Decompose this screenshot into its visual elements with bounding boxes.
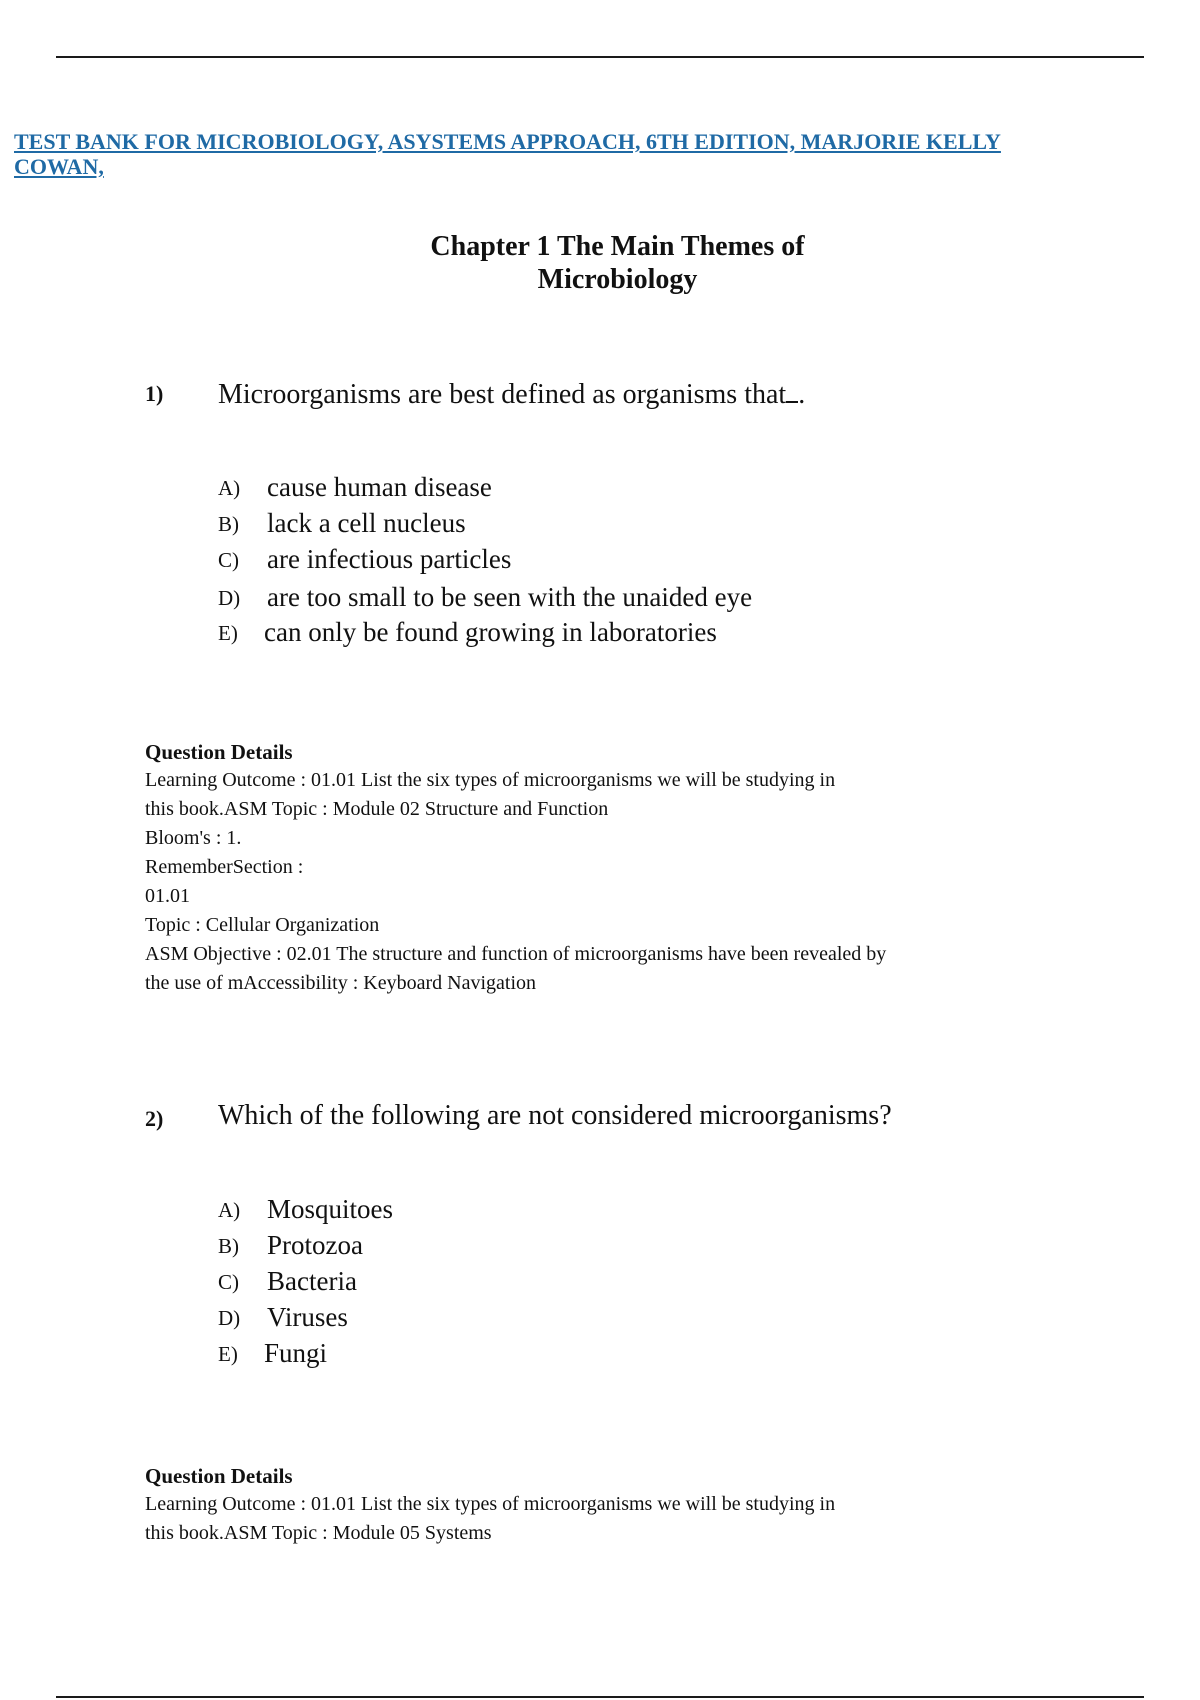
- option-text: are infectious particles: [267, 544, 512, 574]
- option-letter: E): [218, 1342, 238, 1366]
- option-letter: B): [218, 1234, 239, 1258]
- details-line: Topic : Cellular Organization: [145, 914, 380, 936]
- question-text: Which of the following are not considered microorganisms?: [218, 1100, 892, 1131]
- top-rule: [56, 56, 1144, 58]
- option-text: cause human disease: [267, 472, 492, 502]
- option-text: can only be found growing in laboratories: [264, 617, 717, 647]
- details-line: Bloom's : 1.: [145, 827, 242, 849]
- answer-blank: [786, 375, 798, 403]
- details-line: this book.ASM Topic : Module 05 Systems: [145, 1522, 492, 1544]
- bottom-rule: [56, 1696, 1144, 1698]
- details-line: Learning Outcome : 01.01 List the six types of microorganisms we will be studying in: [145, 1493, 836, 1515]
- chapter-title-line-1: Chapter 1 The Main Themes of: [430, 231, 805, 262]
- question-details: [145, 738, 1045, 998]
- option-letter: D): [218, 1306, 241, 1330]
- details-heading: Question Details: [145, 1464, 293, 1488]
- option-letter: C): [218, 1270, 239, 1294]
- option-text: Bacteria: [267, 1266, 357, 1296]
- option-text: lack a cell nucleus: [267, 508, 466, 538]
- option-letter: C): [218, 548, 239, 572]
- option-text: Viruses: [267, 1302, 348, 1332]
- question-details: [145, 1462, 1045, 1548]
- option-text: Fungi: [264, 1338, 328, 1368]
- option-letter: D): [218, 586, 241, 610]
- option-text: Mosquitoes: [267, 1194, 394, 1224]
- details-line: ASM Objective : 02.01 The structure and function of microorganisms have been revealed by: [145, 943, 887, 965]
- question-number: 1): [145, 381, 164, 406]
- question-end: .: [798, 379, 806, 410]
- option-letter: A): [218, 1198, 241, 1222]
- option-text: are too small to be seen with the unaided eye: [267, 582, 753, 612]
- details-line: the use of mAccessibility : Keyboard Navigation: [145, 972, 537, 994]
- chapter-title-line-2: Microbiology: [537, 264, 698, 295]
- document-title-link[interactable]: [14, 129, 1164, 179]
- details-line: this book.ASM Topic : Module 02 Structure and Function: [145, 798, 609, 820]
- option-letter: B): [218, 512, 239, 536]
- option-letter: E): [218, 621, 238, 645]
- title-line-2[interactable]: COWAN,: [14, 154, 104, 179]
- title-line-1[interactable]: TEST BANK FOR MICROBIOLOGY, ASYSTEMS APPROACH, 6TH EDITION, MARJORIE KELLY: [14, 129, 1001, 154]
- option-text: Protozoa: [267, 1230, 363, 1260]
- question-stem: Microorganisms are best defined as organisms that: [218, 379, 787, 410]
- question-text: [218, 375, 805, 411]
- details-heading: Question Details: [145, 740, 293, 764]
- details-line: Learning Outcome : 01.01 List the six types of microorganisms we will be studying in: [145, 769, 836, 791]
- details-line: 01.01: [145, 885, 190, 907]
- details-line: RememberSection :: [145, 856, 304, 878]
- question-number: 2): [145, 1106, 164, 1131]
- option-letter: A): [218, 476, 241, 500]
- chapter-heading: [330, 230, 905, 296]
